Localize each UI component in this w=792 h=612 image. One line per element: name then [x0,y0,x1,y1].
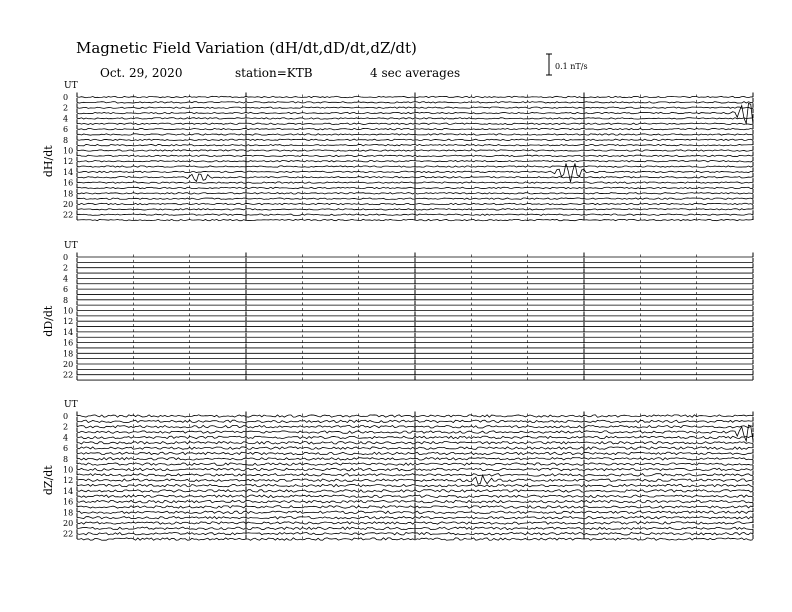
hour-label: 22 [63,210,74,220]
hour-label: 18 [63,189,74,199]
station-label: station=KTB [235,66,313,80]
hour-label: 8 [63,454,69,464]
hour-label: 22 [63,370,74,380]
chart-title: Magnetic Field Variation (dH/dt,dD/dt,dZ/dt) [76,39,417,57]
hour-label: 12 [63,317,74,327]
hour-label: 20 [63,360,74,369]
hour-label: 14 [63,167,74,177]
ut-label: UT [64,81,78,91]
hour-label: 6 [63,285,69,295]
hour-label: 14 [63,327,74,337]
hour-label: 16 [63,178,74,188]
ut-label: UT [64,400,78,410]
panel-ylabel: dH/dt [42,145,55,178]
hour-label: 2 [63,422,69,432]
panel-ylabel: dZ/dt [42,465,55,496]
hour-label: 6 [63,125,69,135]
hour-label: 8 [63,295,69,305]
hour-label: 4 [63,274,69,284]
trace-row-18 [77,193,753,194]
hour-label: 4 [63,433,69,443]
hour-label: 6 [63,444,69,454]
panel-dhdt [42,81,753,221]
hour-label: 10 [63,146,74,156]
hour-label: 12 [63,476,74,486]
scale-bar [546,54,588,75]
hour-label: 2 [63,103,69,113]
hour-label: 14 [63,486,74,496]
date-label: Oct. 29, 2020 [100,66,183,80]
averaging-label: 4 sec averages [370,66,461,80]
hour-label: 0 [63,253,69,262]
hour-label: 20 [63,200,74,209]
ut-label: UT [64,241,78,251]
hour-label: 20 [63,519,74,528]
panels-group [42,81,753,540]
hour-label: 0 [63,412,69,421]
hour-label: 8 [63,135,69,145]
panel-dzdt [42,400,753,540]
hour-label: 10 [63,465,74,475]
hour-label: 16 [63,338,74,348]
panel-ylabel: dD/dt [42,305,55,337]
trace-row-7 [77,134,753,135]
hour-label: 16 [63,497,74,507]
scale-bar-label: 0.1 nT/s [555,62,588,71]
hour-label: 12 [63,157,74,167]
hour-label: 22 [63,529,74,539]
hour-label: 0 [63,93,69,102]
hour-label: 10 [63,306,74,316]
panel-dddt [42,241,753,380]
trace-row-1 [77,102,753,103]
hour-label: 18 [63,349,74,359]
hour-label: 2 [63,263,69,273]
hour-label: 18 [63,508,74,518]
hour-label: 4 [63,114,69,124]
